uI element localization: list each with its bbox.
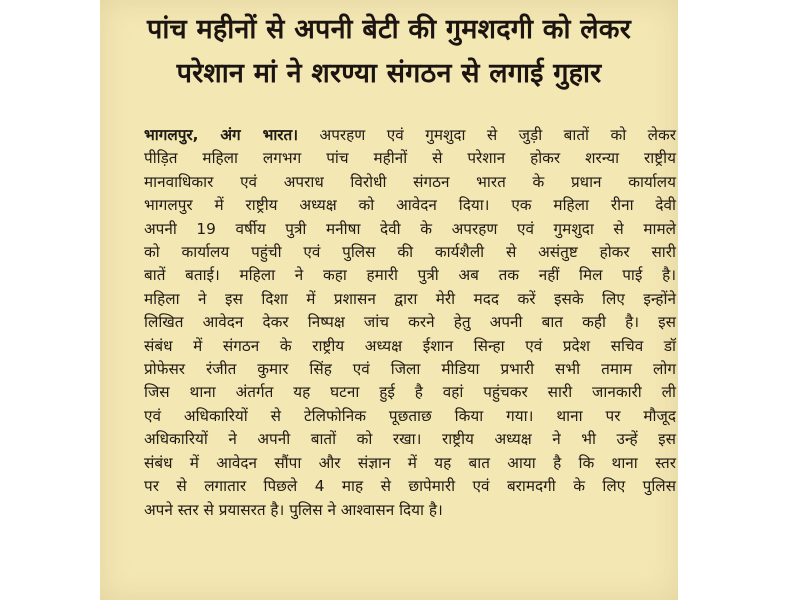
headline-line-1: पांच महीनों से अपनी बेटी की गुमशदगी को लेकर: [147, 14, 631, 45]
body-line-1: [144, 124, 676, 147]
body-line-14: अधिकारियों ने अपनी बातों को रखा। राष्ट्रीय अध्यक्ष ने भी उन्हें इस: [144, 430, 676, 449]
body-line-15: संबंध में आवेदन सौंपा और संज्ञान में यह बात आया है कि थाना स्तर: [144, 453, 676, 472]
body-line-8: महिला ने इस दिशा में प्रशासन द्वारा मेरी मदद करें इसके लिए इन्होंने: [144, 289, 676, 308]
newspaper-clipping: [100, 0, 678, 600]
body-line-13: एवं अधिकारियों से टेलिफोनिक पूछताछ किया गया। थाना पर मौजूद: [144, 406, 676, 425]
body-line-11: प्रोफेसर रंजीत कुमार सिंह एवं जिला मीडिया प्रभारी सभी तमाम लोग: [144, 360, 676, 379]
body-line-4: भागलपुर में राष्ट्रीय अध्यक्ष को आवेदन दिया। एक महिला रीना देवी: [144, 196, 676, 215]
body-line-16: पर से लगातार पिछले 4 माह से छापेमारी एवं बरामदगी के लिए पुलिस: [144, 477, 676, 496]
headline: [100, 0, 678, 96]
body-line-5: अपनी 19 वर्षीय पुत्री मनीषा देवी के अपरहण एवं गुमशुदा से मामले: [144, 219, 676, 238]
body-line-10: संबंध में संगठन के राष्ट्रीय अध्यक्ष ईशान सिन्हा एवं प्रदेश सचिव डॉ: [144, 336, 676, 355]
headline-line-2: परेशान मां ने शरण्या संगठन से लगाई गुहार: [176, 58, 602, 89]
body-line-7: बातें बताई। महिला ने कहा हमारी पुत्री अब तक नहीं मिल पाई है।: [144, 266, 676, 285]
body-line-6: को कार्यालय पहुंची एवं पुलिस की कार्यशैली से असंतुष्ट होकर सारी: [144, 243, 676, 262]
dateline: भागलपुर, अंग भारत।: [144, 126, 299, 144]
body-line-2: पीड़ित महिला लगभग पांच महीनों से परेशान होकर शरन्या राष्ट्रीय: [144, 149, 676, 168]
article-body: [144, 124, 676, 522]
body-line-12: जिस थाना अंतर्गत यह घटना हुई है वहां पहुंचकर सारी जानकारी ली: [144, 383, 676, 402]
body-line-17: अपने स्तर से प्रयासरत है। पुलिस ने आश्वासन दिया है।: [144, 500, 443, 519]
body-line-3: मानवाधिकार एवं अपराध विरोधी संगठन भारत के प्रधान कार्यालय: [144, 172, 676, 191]
body-line-9: लिखित आवेदन देकर निष्पक्ष जांच करने हेतु अपनी बात कही है। इस: [144, 313, 676, 332]
body-line-1-text: अपरहण एवं गुमशुदा से जुड़ी बातों को लेकर: [298, 126, 676, 144]
